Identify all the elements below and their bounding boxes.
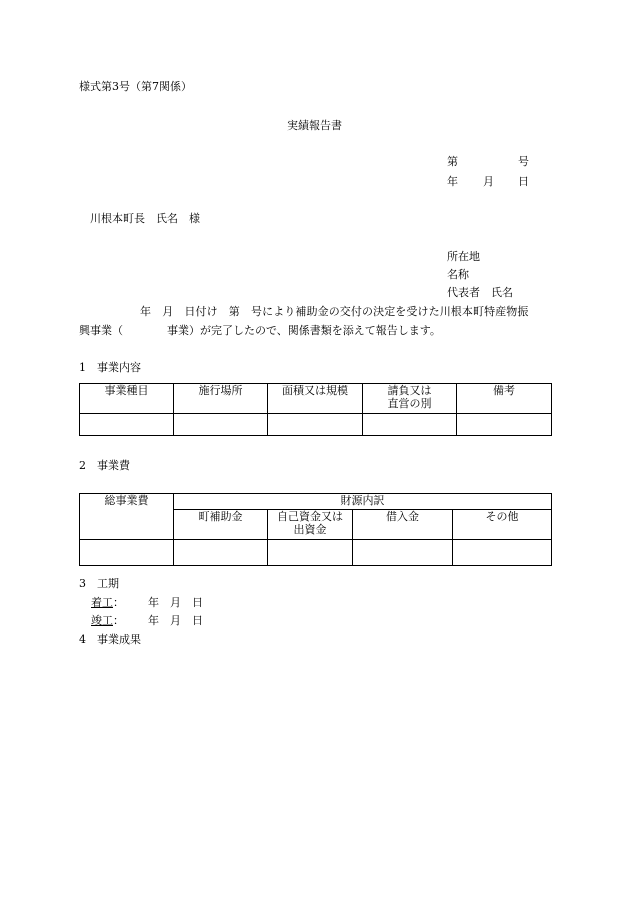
date-month: 月 (483, 175, 494, 188)
header-cell: その他 (453, 510, 552, 540)
entry-cell[interactable] (353, 540, 453, 566)
header-cell: 町補助金 (174, 510, 268, 540)
entry-cell[interactable] (80, 414, 174, 436)
total-cost-header: 総事業費 (80, 494, 174, 540)
form-number: 様式第3号（第7関係） (79, 80, 192, 93)
header-cell: 請負又は 直営の別 (363, 384, 457, 414)
section-2-heading: 2 事業費 (79, 459, 130, 472)
applicant-representative-label: 代表者 氏名 (447, 286, 513, 299)
entry-cell[interactable] (453, 540, 552, 566)
entry-cell[interactable] (80, 540, 174, 566)
entry-cell[interactable] (268, 540, 353, 566)
header-cell: 自己資金又は 出資金 (268, 510, 353, 540)
section-1-heading: 1 事業内容 (79, 361, 141, 374)
number-prefix: 第 (447, 155, 458, 168)
table-header-row (80, 384, 552, 414)
entry-cell[interactable] (174, 414, 268, 436)
header-cell: 施行場所 (174, 384, 268, 414)
start-label-group (91, 596, 124, 610)
table-header-row (80, 494, 552, 510)
end-label-group (91, 614, 124, 628)
end-colon: ： (113, 614, 124, 627)
applicant-address-label: 所在地 (447, 250, 480, 263)
applicant-name-label: 名称 (447, 268, 469, 281)
table-row (80, 540, 552, 566)
number-suffix: 号 (518, 155, 529, 168)
addressee: 川根本町長 氏名 様 (90, 212, 200, 225)
table-row (80, 414, 552, 436)
header-cell: 備考 (457, 384, 552, 414)
end-date-text: 年 月 日 (148, 614, 203, 627)
entry-cell[interactable] (363, 414, 457, 436)
end-label: 竣工 (91, 614, 113, 627)
document-title: 実績報告書 (287, 119, 342, 132)
business-cost-table (79, 493, 552, 566)
start-colon: ： (113, 596, 124, 609)
section-3-heading: 3 工期 (79, 577, 119, 590)
entry-cell[interactable] (457, 414, 552, 436)
entry-cell[interactable] (174, 540, 268, 566)
header-cell: 面積又は規模 (268, 384, 363, 414)
entry-cell[interactable] (268, 414, 363, 436)
section-4-heading: 4 事業成果 (79, 633, 141, 646)
start-date-text: 年 月 日 (148, 596, 203, 609)
start-label: 着工 (91, 596, 113, 609)
business-content-table (79, 383, 552, 436)
funding-breakdown-header: 財源内訳 (174, 494, 552, 510)
date-day: 日 (518, 175, 529, 188)
body-line-1: 年 月 日付け 第 号により補助金の交付の決定を受けた川根本町特産物振 (140, 305, 529, 318)
header-cell: 借入金 (353, 510, 453, 540)
header-cell: 事業種目 (80, 384, 174, 414)
date-year: 年 (447, 175, 458, 188)
body-line-2: 興事業（ 事業）が完了したので、関係書類を添えて報告します。 (79, 324, 441, 337)
